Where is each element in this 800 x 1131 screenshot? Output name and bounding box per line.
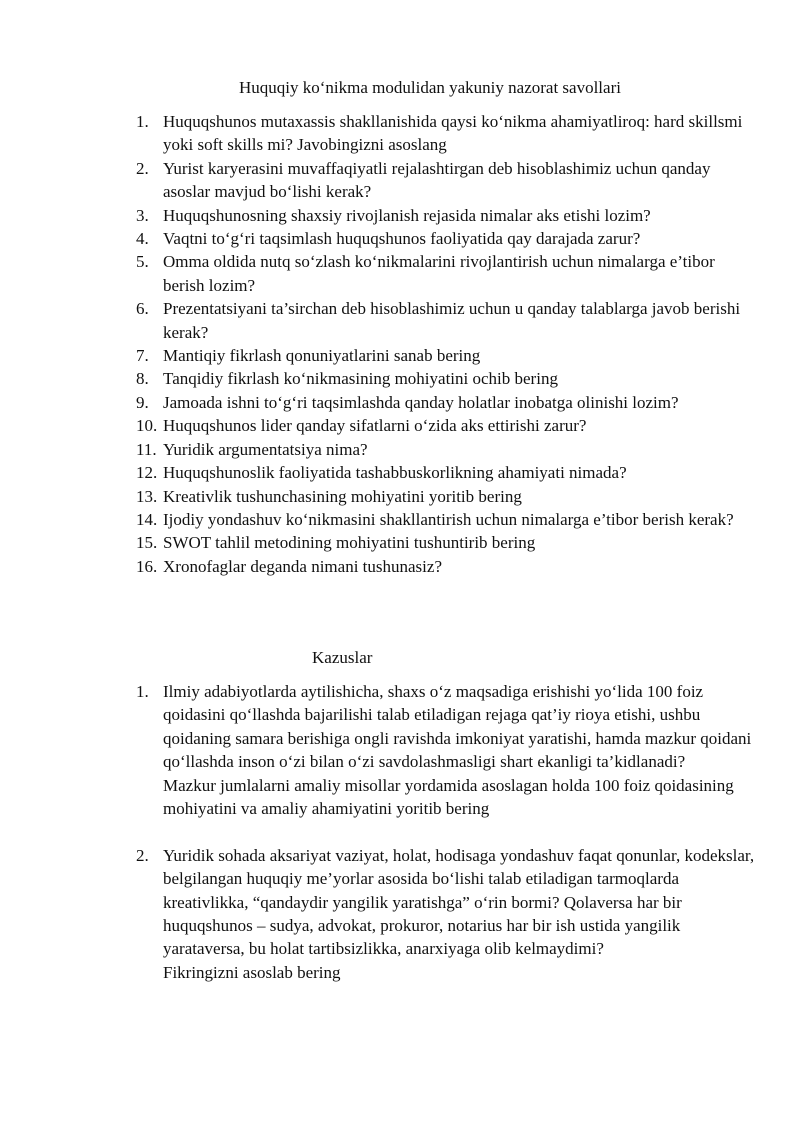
questions-list (136, 110, 756, 578)
question-text: Ijodiy yondashuv ko‘nikmasini shakllantirish uchun nimalarga e’tibor berish kerak? (163, 509, 734, 529)
question-number: 16. (136, 556, 158, 576)
question-text: Jamoada ishni to‘g‘ri taqsimlashda qanday holatlar inobatga olinishi lozim? (163, 392, 679, 412)
question-number: 7. (136, 346, 149, 366)
question-item (136, 367, 756, 390)
case-number: 2. (136, 845, 149, 865)
question-text: Huquqshunos lider qanday sifatlarni o‘zida aks ettirishi zarur? (163, 416, 587, 436)
question-number: 13. (136, 486, 158, 506)
question-item (136, 157, 756, 204)
question-item (136, 227, 756, 250)
question-text: SWOT tahlil metodining mohiyatini tushuntirib bering (163, 533, 536, 553)
question-number: 14. (136, 509, 158, 529)
case-task: Mazkur jumlalarni amaliy misollar yordamida asoslagan holda 100 foiz qoidasining mohiyatini va amaliy ahamiyatini yoritib bering (163, 775, 734, 819)
case-task: Fikringizni asoslab bering (163, 962, 341, 982)
question-number: 5. (136, 252, 149, 272)
question-text: Kreativlik tushunchasining mohiyatini yoritib bering (163, 486, 522, 506)
question-number: 4. (136, 229, 149, 249)
question-text: Vaqtni to‘g‘ri taqsimlash huquqshunos faoliyatida qay darajada zarur? (163, 229, 641, 249)
question-text: Huquqshunosning shaxsiy rivojlanish rejasida nimalar aks etishi lozim? (163, 205, 651, 225)
question-item (136, 297, 756, 344)
question-number: 12. (136, 463, 158, 483)
question-text: Yuridik argumentatsiya nima? (163, 439, 368, 459)
question-text: Huquqshunoslik faoliyatida tashabbuskorlikning ahamiyati nimada? (163, 463, 627, 483)
question-number: 10. (136, 416, 158, 436)
question-text: Prezentatsiyani ta’sirchan deb hisoblashimiz uchun u qanday talablarga javob berishi kerak? (163, 299, 741, 342)
case-text: Ilmiy adabiyotlarda aytilishicha, shaxs o‘z maqsadiga erishishi yo‘lida 100 foiz qoidasini qo‘llashda bajarilishi talab etiladigan rejaga qat’iy rioya etishi, ushbu qoidaning samara berishiga ongli ravishda imkoniyat yaratishi, hamda mazkur qoidani qo‘llashda inson o‘zi bilan o‘zi savdolashmasligi shart ekanligi ta’kidlanadi? (163, 682, 752, 772)
question-item (136, 344, 756, 367)
question-number: 2. (136, 158, 149, 178)
question-number: 1. (136, 112, 149, 131)
case-text: Yuridik sohada aksariyat vaziyat, holat, hodisaga yondashuv faqat qonunlar, kodekslar, belgilangan huquqiy me’yorlar asosida bo‘lishi talab etiladigan tarmoqlarda kreativlikka, “qandaydir yangilik yaratishga” o‘rin bormi? Qolaversa har bir huquqshunos – sudya, advokat, prokuror, notarius har bir ish ustida yangilik yarataversa, bu holat tartibsizlikka, anarxiyaga olib kelmaydimi? (163, 845, 755, 959)
cases-list (136, 680, 756, 984)
question-item (136, 204, 756, 227)
question-item (136, 555, 756, 578)
question-text: Xronofaglar deganda nimani tushunasiz? (163, 556, 442, 576)
case-item (136, 680, 756, 820)
question-text: Yurist karyerasini muvaffaqiyatli rejalashtirgan deb hisoblashimiz uchun qanday asoslar mavjud bo‘lishi kerak? (163, 158, 711, 202)
question-number: 9. (136, 392, 149, 412)
question-number: 3. (136, 205, 149, 225)
question-item (136, 110, 756, 157)
question-item (136, 508, 756, 531)
question-number: 6. (136, 299, 149, 319)
question-number: 8. (136, 369, 149, 389)
cases-title: Kazuslar (312, 648, 373, 667)
question-number: 15. (136, 533, 158, 553)
question-number: 11. (136, 439, 157, 459)
question-item (136, 531, 756, 554)
question-item (136, 414, 756, 437)
question-item (136, 438, 756, 461)
question-text: Tanqidiy fikrlash ko‘nikmasining mohiyatini ochib bering (163, 369, 558, 389)
question-item (136, 250, 756, 297)
question-text: Mantiqiy fikrlash qonuniyatlarini sanab bering (163, 346, 481, 366)
case-number: 1. (136, 682, 149, 701)
case-item (136, 844, 756, 984)
question-text: Omma oldida nutq so‘zlash ko‘nikmalarini rivojlantirish uchun nimalarga e’tibor berish lozim? (163, 252, 715, 295)
question-text: Huquqshunos mutaxassis shakllanishida qaysi ko‘nikma ahamiyatliroq: hard skillsmi yoki soft skills mi? Javobingizni asoslang (163, 112, 743, 155)
question-item (136, 391, 756, 414)
document-title: Huquqiy ko‘nikma modulidan yakuniy nazorat savollari (239, 78, 621, 97)
question-item (136, 461, 756, 484)
question-item (136, 485, 756, 508)
